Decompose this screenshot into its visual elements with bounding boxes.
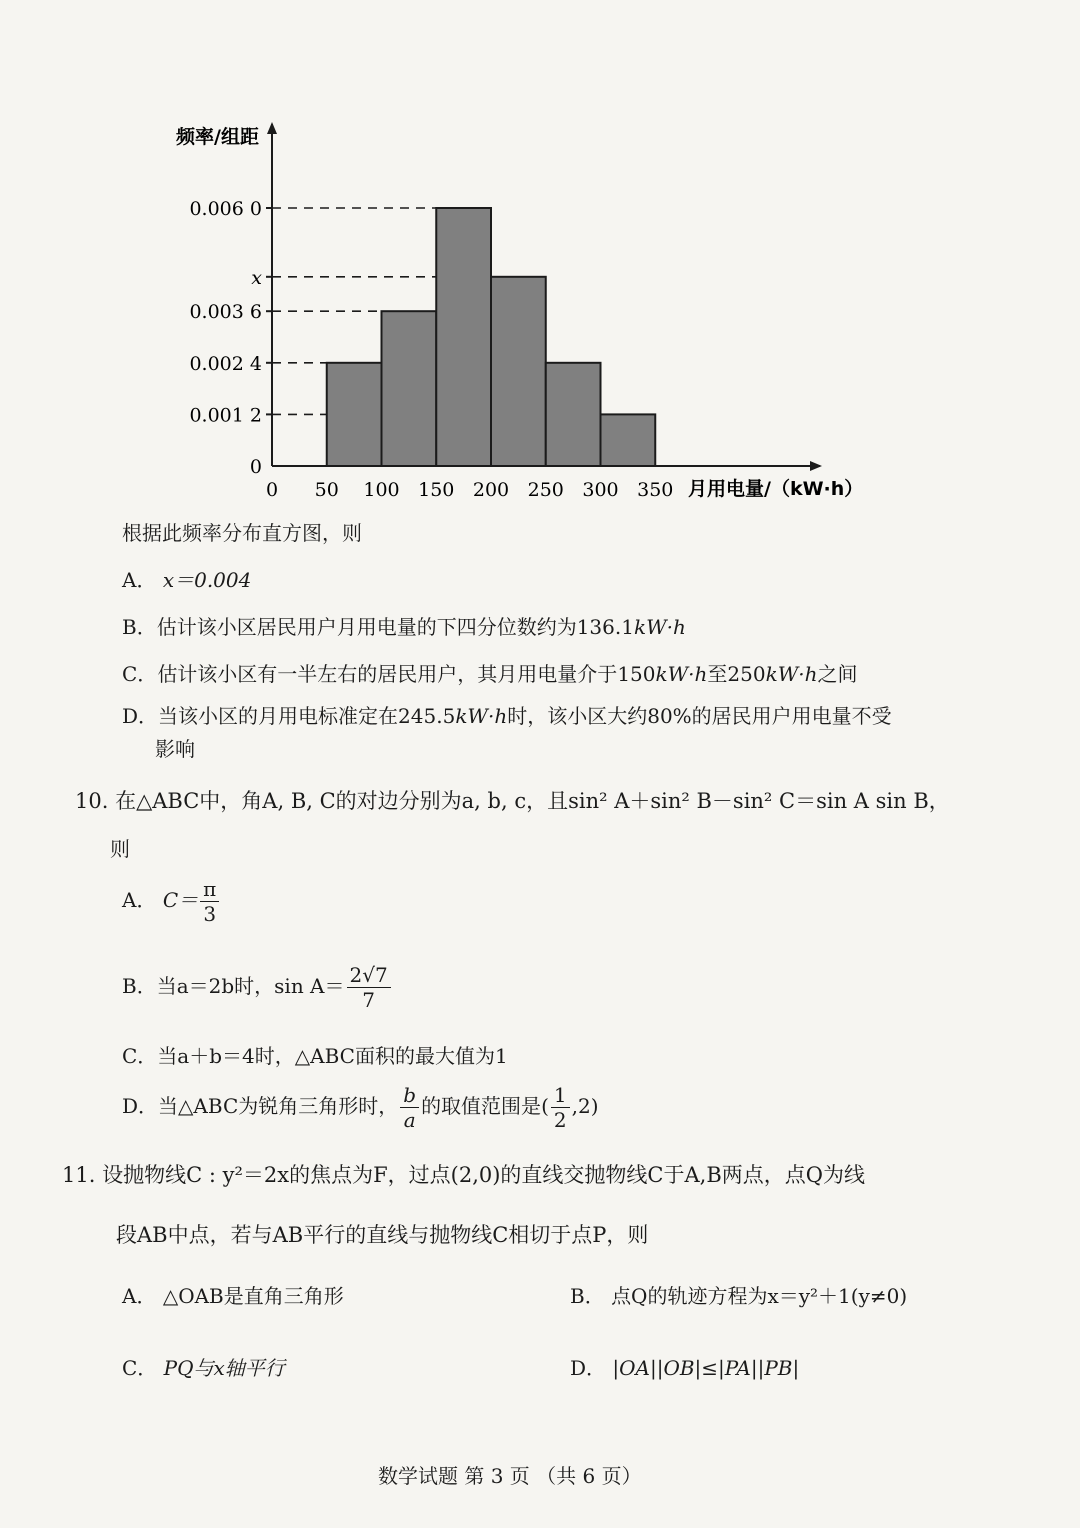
q10-option-d: D．当△ABC为锐角三角形时， $\frac{b}{a}$ 的取值范围是( $\frac{1}{2}$ ,2) — [122, 1083, 599, 1132]
x-tick-label-3: 150 — [418, 479, 455, 501]
q9-intro: 根据此频率分布直方图，则 — [122, 521, 362, 545]
q10-stem: 10. 在△ABC中，角A, B, C的对边分别为a, b, c，且sin² A＋sin² B－sin² C＝sin A sin B， — [75, 789, 950, 813]
q9-option-d: D．当该小区的月用电标准定在245.5kW·h时，该小区大约80%的居民用户用电量不受 — [122, 704, 892, 728]
x-tick-label-5: 250 — [527, 479, 564, 501]
x-tick-label-2: 100 — [363, 479, 400, 501]
x-axis-arrow — [810, 461, 822, 471]
q9-option-c: C．估计该小区有一半左右的居民用户，其月用电量介于150kW·h至250kW·h之间 — [122, 662, 858, 686]
q10-option-c: C．当a＋b＝4时，△ABC面积的最大值为1 — [122, 1044, 508, 1068]
y-axis-label: 频率/组距 — [176, 126, 259, 148]
q11-option-c: C． PQ与x轴平行 — [122, 1356, 285, 1380]
q11-stem-line2: 段AB中点，若与AB平行的直线与抛物线C相切于点P，则 — [116, 1223, 649, 1247]
histogram-chart — [160, 110, 880, 510]
x-tick-label-0: 0 — [265, 479, 279, 501]
histogram-bar-0 — [327, 363, 382, 466]
q9-option-a: A． x＝0.004 — [122, 568, 252, 592]
q11-option-d: D． |OA||OB|≤|PA||PB| — [570, 1356, 800, 1380]
x-tick-label-4: 200 — [472, 479, 510, 501]
q10-stem-end: 则 — [110, 837, 130, 861]
y-tick-label-4: x — [251, 266, 262, 289]
x-tick-label-7: 350 — [637, 479, 674, 501]
y-axis-arrow — [267, 122, 277, 134]
q9-option-b: B．估计该小区居民用户月用电量的下四分位数约为136.1kW·h — [122, 615, 686, 639]
histogram-bar-2 — [436, 208, 491, 466]
y-tick-label-0: 0 — [249, 456, 262, 478]
q11-option-b: B． 点Q的轨迹方程为x＝y²＋1(y≠0) — [570, 1284, 908, 1308]
histogram-bar-5 — [601, 414, 656, 466]
x-tick-label-1: 50 — [314, 479, 339, 501]
histogram-bar-3 — [491, 277, 546, 466]
y-tick-label-2: 0.002 4 — [189, 352, 262, 375]
q10-option-b: B．当a＝2b时，sin A＝ $\frac{2√7}{7}$ — [122, 960, 393, 1012]
histogram-bar-4 — [546, 363, 601, 466]
q11-stem-line1: 11. 设抛物线C : y²＝2x的焦点为F，过点(2,0)的直线交抛物线C于A,B两点，点Q为线 — [62, 1163, 865, 1187]
x-axis-label: 月用电量/（kW·h） — [688, 478, 864, 500]
y-tick-label-1: 0.001 2 — [189, 404, 262, 427]
histogram-bar-1 — [382, 311, 437, 466]
x-tick-label-6: 300 — [582, 479, 619, 501]
q10-option-a: A． C＝ $\frac{\pi}{3}$ — [122, 874, 221, 926]
q9-option-d-line2: 影响 — [155, 737, 195, 761]
q11-option-a: A． △OAB是直角三角形 — [122, 1284, 344, 1308]
page-footer: 数学试题 第 3 页 （共 6 页） — [378, 1464, 642, 1488]
y-tick-label-3: 0.003 6 — [189, 301, 262, 324]
y-tick-label-5: 0.006 0 — [189, 198, 262, 220]
